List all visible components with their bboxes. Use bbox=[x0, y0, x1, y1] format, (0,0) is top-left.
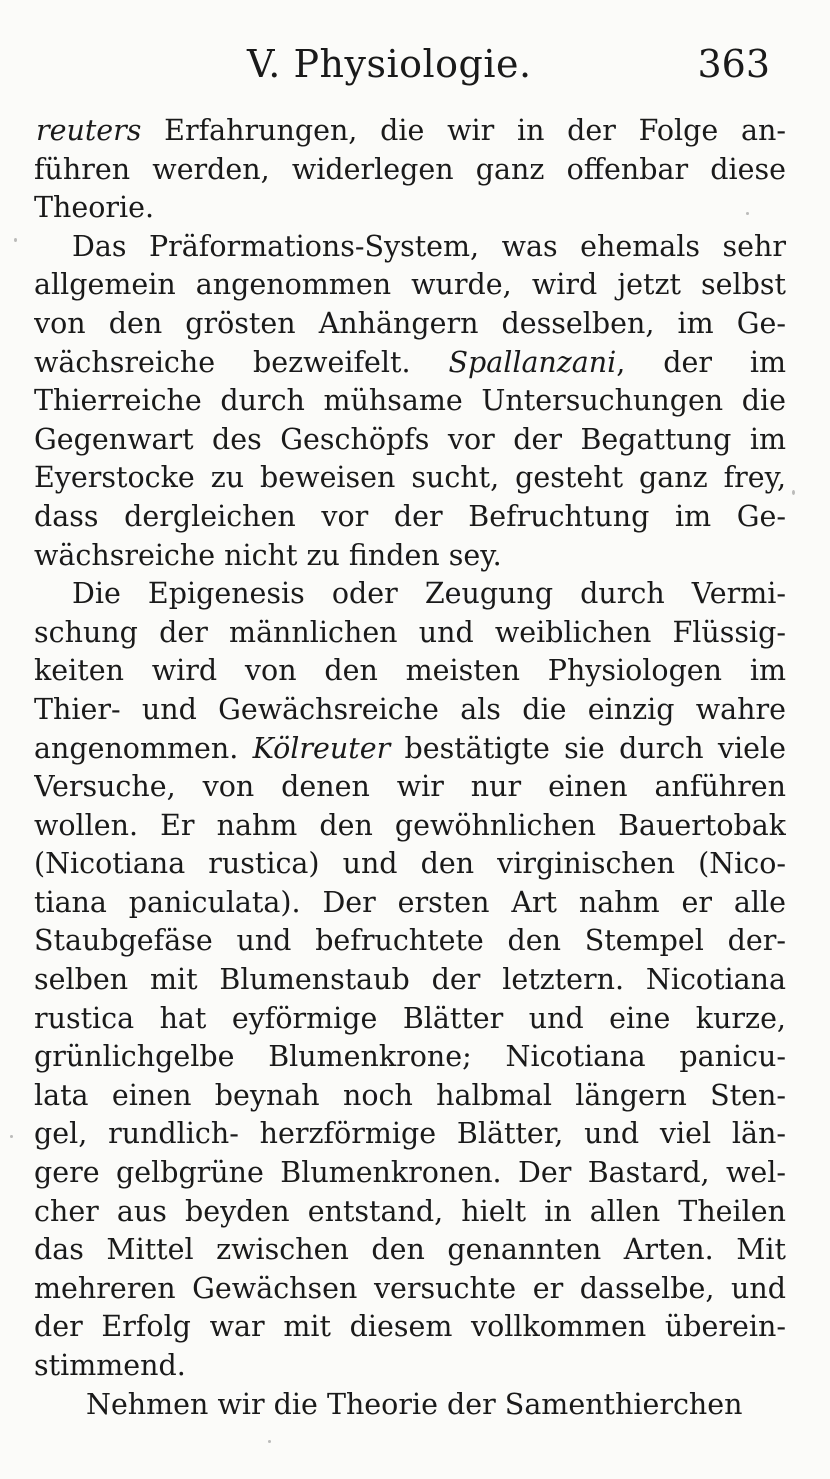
page-number: 363 bbox=[697, 42, 770, 86]
paper-speck bbox=[792, 490, 795, 495]
page-header bbox=[0, 42, 830, 92]
paragraph bbox=[34, 112, 786, 228]
text-line: keiten wird von den meisten Physiologen im bbox=[34, 654, 786, 688]
italic-name: Kölreuter bbox=[252, 731, 391, 765]
text-line: wächsreiche nicht zu finden sey. bbox=[34, 538, 502, 572]
paper-speck bbox=[10, 1135, 13, 1138]
text-line: Theorie. bbox=[34, 191, 155, 225]
text-line: allgemein angenommen wurde, wird jetzt selbst bbox=[34, 268, 786, 302]
text-line: das Mittel zwischen den genannten Arten. Mit bbox=[34, 1233, 786, 1267]
text-line: (Nicotiana rustica) und den virginischen (Nico- bbox=[34, 847, 786, 881]
text-line: Die Epigenesis oder Zeugung durch Vermi- bbox=[72, 577, 786, 611]
text-line: Staubgefäse und befruchtete den Stempel der- bbox=[34, 924, 786, 958]
paper-speck bbox=[746, 212, 749, 215]
text-line: tiana paniculata). Der ersten Art nahm er alle bbox=[34, 885, 786, 919]
body-text bbox=[34, 112, 786, 1424]
paragraph bbox=[34, 1386, 786, 1425]
text-line: Eyerstocke zu beweisen sucht, gesteht ganz frey, bbox=[34, 461, 786, 495]
paragraph bbox=[34, 228, 786, 575]
text-line: wollen. Er nahm den gewöhnlichen Bauertobak bbox=[34, 808, 786, 842]
text-line: lata einen beynah noch halbmal längern Sten- bbox=[34, 1078, 786, 1112]
paragraph bbox=[34, 575, 786, 1385]
italic-name: reuters bbox=[36, 114, 142, 147]
text-line: mehreren Gewächsen versuchte er dasselbe, und bbox=[34, 1271, 786, 1305]
text-line: Thierreiche durch mühsame Untersuchungen die bbox=[34, 384, 786, 418]
text-line: schung der männlichen und weiblichen Flüssig- bbox=[34, 615, 786, 649]
text-line: reuters Erfahrungen, die wir in der Folge an- bbox=[36, 114, 786, 147]
text-line: Thier- und Gewächsreiche als die einzig wahre bbox=[34, 692, 786, 726]
text-line: grünlichgelbe Blumenkrone; Nicotiana panicu- bbox=[34, 1040, 786, 1074]
text-line: selben mit Blumenstaub der letztern. Nicotiana bbox=[34, 963, 786, 997]
text-line: gel, rundlich- herzförmige Blätter, und viel län- bbox=[34, 1117, 786, 1151]
italic-name: Spallanzani bbox=[448, 345, 617, 379]
text-line: angenommen. Kölreuter bestätigte sie durch viele bbox=[34, 731, 786, 765]
text-line: Gegenwart des Geschöpfs vor der Begattung im bbox=[34, 422, 786, 456]
text-line: von den grösten Anhängern desselben, im Ge- bbox=[34, 306, 786, 340]
text-line: rustica hat eyförmige Blätter und eine kurze, bbox=[34, 1001, 786, 1035]
paper-speck bbox=[14, 238, 17, 242]
running-title: V. Physiologie. bbox=[247, 42, 532, 86]
text-line: Nehmen wir die Theorie der Samenthierchen bbox=[86, 1387, 743, 1421]
text-line: dass dergleichen vor der Befruchtung im Ge- bbox=[34, 499, 786, 533]
text-line: gere gelbgrüne Blumenkronen. Der Bastard, wel- bbox=[34, 1156, 786, 1190]
text-line: cher aus beyden entstand, hielt in allen Theilen bbox=[34, 1194, 786, 1228]
text-line: der Erfolg war mit diesem vollkommen überein- bbox=[34, 1310, 786, 1344]
text-line: wächsreiche bezweifelt. Spallanzani, der im bbox=[34, 345, 786, 379]
text-line: Versuche, von denen wir nur einen anführen bbox=[34, 770, 786, 804]
text-line: Das Präformations-System, was ehemals sehr bbox=[72, 229, 786, 263]
paper-speck bbox=[268, 1440, 271, 1443]
text-line: führen werden, widerlegen ganz offenbar diese bbox=[34, 152, 786, 186]
text-line: stimmend. bbox=[34, 1349, 186, 1382]
